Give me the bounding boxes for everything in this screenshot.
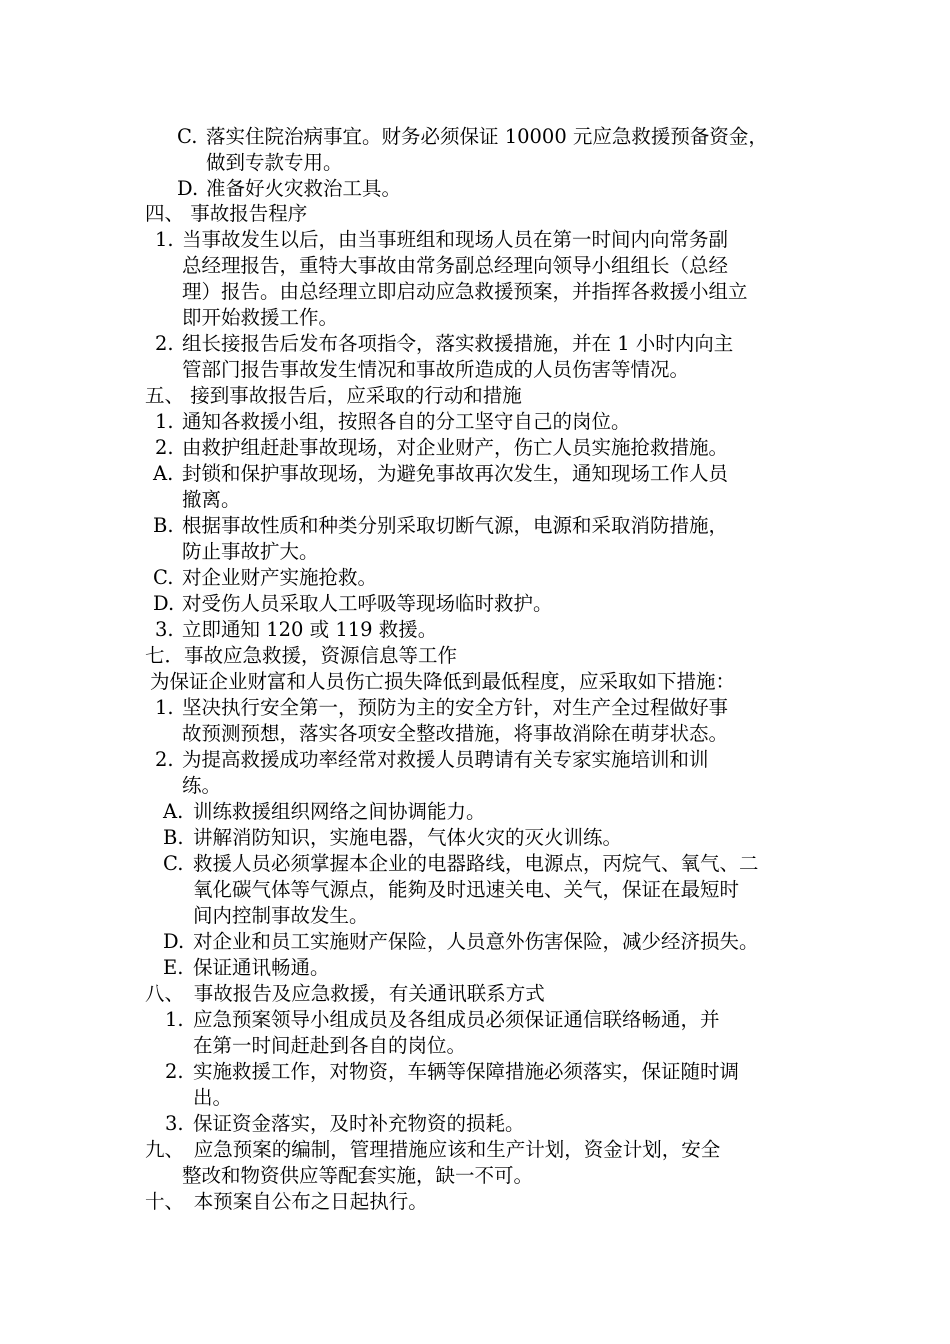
list-item-text: 保证资金落实，及时补充物资的损耗。 — [193, 1112, 525, 1135]
list-item-text: 落实住院治病事宜。财务必须保证 10000 元应急救援预备资金， — [206, 125, 768, 148]
list-label: A. — [153, 462, 174, 485]
list-item-text: 做到专款专用。 — [206, 151, 343, 174]
list-item-text: 间内控制事故发生。 — [193, 904, 369, 927]
list-item-text: 氧化碳气体等气源点，能夠及时迅速关电、关气，保证在最短时 — [193, 878, 740, 901]
list-item-text: 即开始救援工作。 — [182, 306, 339, 329]
list-label: D. — [163, 930, 185, 953]
list-label: 3. — [165, 1112, 184, 1135]
list-item-text: 由救护组赶赴事故现场，对企业财产，伤亡人员实施抢救措施。 — [182, 436, 729, 459]
list-label: 2. — [155, 436, 174, 459]
list-item-text: 总经理报告，重特大事故由常务副总经理向领导小组组长（总经 — [182, 254, 729, 277]
list-label: E. — [163, 956, 184, 979]
section-heading: 八、 事故报告及应急救援，有关通讯联系方式 — [145, 982, 545, 1005]
list-item-text: 管部门报告事故发生情况和事故所造成的人员伤害等情况。 — [182, 358, 690, 381]
list-item-text: 准备好火灾救治工具。 — [206, 177, 402, 200]
list-item-text: 救援人员必须掌握本企业的电器路线，电源点，丙烷气、氧气、二 — [193, 852, 759, 875]
paragraph: 整改和物资供应等配套实施，缺一不可。 — [182, 1164, 534, 1187]
list-label: 3. — [155, 618, 174, 641]
section-heading: 十、 本预案自公布之日起执行。 — [145, 1190, 428, 1213]
list-item-text: 为提高救援成功率经常对救援人员聘请有关专家实施培训和训 — [182, 748, 709, 771]
list-item-text: 当事故发生以后，由当事班组和现场人员在第一时间内向常务副 — [182, 228, 729, 251]
list-label: D. — [177, 177, 199, 200]
list-label: 1. — [165, 1008, 184, 1031]
list-label: C. — [153, 566, 174, 589]
list-item-text: 根据事故性质和种类分别采取切断气源，电源和采取消防措施， — [182, 514, 729, 537]
paragraph: 为保证企业财富和人员伤亡损失降低到最低程度，应采取如下措施： — [150, 670, 736, 693]
section-heading: 五、 接到事故报告后，应采取的行动和措施 — [145, 384, 522, 407]
list-label: A. — [163, 800, 184, 823]
list-item-text: 保证通讯畅通。 — [193, 956, 330, 979]
list-item-text: 故预测预想，落实各项安全整改措施，将事故消除在萌芽状态。 — [182, 722, 729, 745]
section-heading: 七．事故应急救援，资源信息等工作 — [145, 644, 458, 667]
list-item-text: 应急预案领导小组成员及各组成员必须保证通信联络畅通，并 — [193, 1008, 720, 1031]
list-label: B. — [163, 826, 184, 849]
list-item-text: 练。 — [182, 774, 222, 797]
list-item-text: 实施救援工作，对物资，车辆等保障措施必须落实，保证随时调 — [193, 1060, 740, 1083]
list-label: 2. — [165, 1060, 184, 1083]
section-heading: 四、 事故报告程序 — [145, 202, 308, 225]
list-item-text: 通知各救援小组，按照各自的分工坚守自己的岗位。 — [182, 410, 631, 433]
list-label: 1. — [155, 696, 174, 719]
list-item-text: 对企业财产实施抢救。 — [182, 566, 378, 589]
list-item-text: 立即通知 120 或 119 救援。 — [182, 618, 438, 641]
list-label: D. — [153, 592, 175, 615]
list-item-text: 组长接报告后发布各项指令，落实救援措施，并在 1 小时内向主 — [182, 332, 734, 355]
list-item-text: 防止事故扩大。 — [182, 540, 319, 563]
list-item-text: 讲解消防知识，实施电器，气体火灾的灭火训练。 — [193, 826, 623, 849]
list-label: 2. — [155, 748, 174, 771]
list-label: 1. — [155, 410, 174, 433]
list-item-text: 对受伤人员采取人工呼吸等现场临时救护。 — [182, 592, 553, 615]
list-item-text: 封锁和保护事故现场，为避免事故再次发生，通知现场工作人员 — [182, 462, 729, 485]
list-label: 2. — [155, 332, 174, 355]
list-item-text: 训练救援组织网络之间协调能力。 — [193, 800, 486, 823]
list-item-text: 理）报告。由总经理立即启动应急救援预案，并指挥各救援小组立 — [182, 280, 748, 303]
list-label: 1. — [155, 228, 174, 251]
list-item-text: 出。 — [193, 1086, 233, 1109]
list-label: B. — [153, 514, 174, 537]
list-item-text: 在第一时间赶赴到各自的岗位。 — [193, 1034, 467, 1057]
list-label: C. — [163, 852, 184, 875]
list-item-text: 坚决执行安全第一，预防为主的安全方针，对生产全过程做好事 — [182, 696, 729, 719]
list-label: C. — [177, 125, 198, 148]
list-item-text: 撤离。 — [182, 488, 241, 511]
section-heading: 九、 应急预案的编制，管理措施应该和生产计划，资金计划，安全 — [145, 1138, 721, 1161]
list-item-text: 对企业和员工实施财产保险，人员意外伤害保险，减少经济损失。 — [193, 930, 759, 953]
